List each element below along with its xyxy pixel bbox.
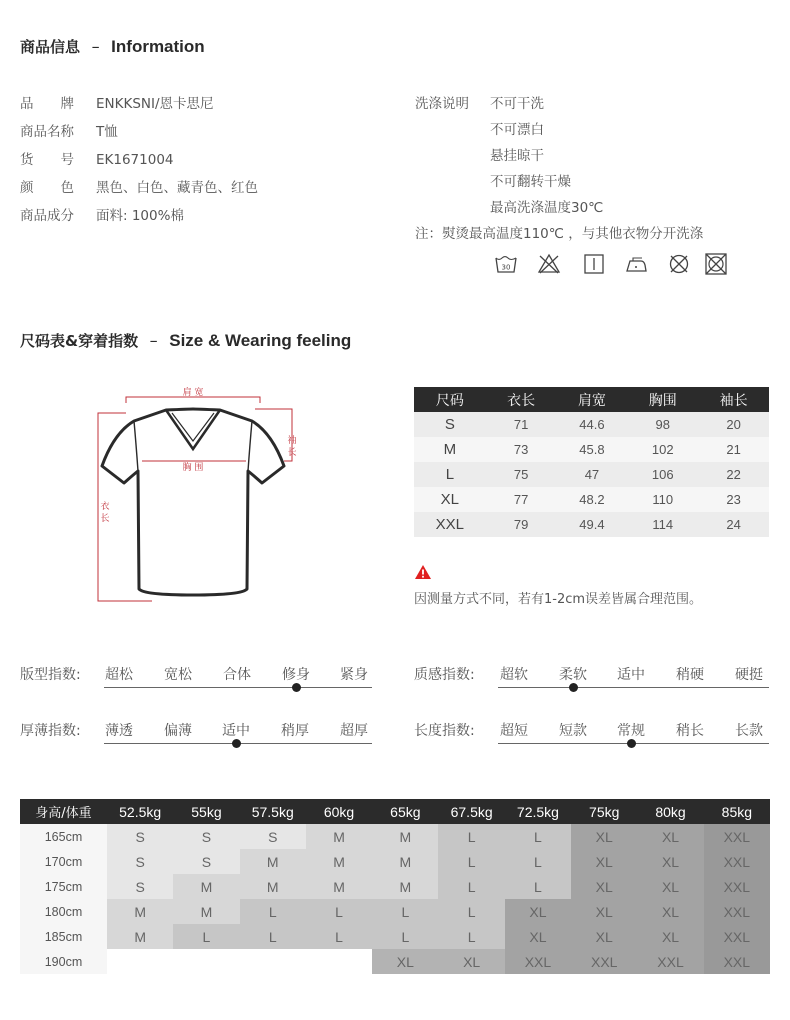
wash-temp-label: 30 <box>501 263 511 272</box>
index-option: 适中 <box>617 667 645 683</box>
wash-30-icon <box>494 252 518 276</box>
size-cell: 49.4 <box>557 512 628 537</box>
index-option: 偏薄 <box>164 723 192 739</box>
diagram-length-label-a: 衣 <box>100 502 110 512</box>
product-brand-row <box>20 92 214 112</box>
size-rec-cell: L <box>505 824 571 849</box>
size-rec-cell: XXL <box>704 899 770 924</box>
size-cell: 77 <box>486 487 557 512</box>
length-index-title: 长度指数: <box>414 723 475 739</box>
size-rec-cell: L <box>505 849 571 874</box>
size-cell: 24 <box>698 512 769 537</box>
index-track <box>498 687 769 688</box>
size-table <box>414 387 769 537</box>
diagram-length-label-b: 长 <box>100 514 110 524</box>
index-option: 稍硬 <box>676 667 704 683</box>
size-rec-cell: L <box>372 899 438 924</box>
wash-item: 不可干洗 <box>490 96 544 112</box>
size-rec-cell: L <box>372 924 438 949</box>
size-col-header: 肩宽 <box>557 387 628 412</box>
hang-dry-icon <box>582 252 606 276</box>
size-cell: 20 <box>698 412 769 437</box>
size-rec-cell: L <box>505 874 571 899</box>
size-cell: XL <box>414 487 486 512</box>
size-cell: 22 <box>698 462 769 487</box>
size-rec-cell: L <box>240 899 306 924</box>
height-label: 175cm <box>20 874 107 899</box>
size-rec-cell: XL <box>372 949 438 974</box>
warning-icon <box>414 564 432 580</box>
weight-header: 60kg <box>306 799 372 824</box>
info-section-title <box>20 36 205 57</box>
size-table-row <box>414 462 769 487</box>
size-cell: 21 <box>698 437 769 462</box>
index-option: 硬挺 <box>735 667 763 683</box>
tshirt-size-diagram <box>92 383 312 611</box>
index-marker <box>569 683 578 692</box>
height-row <box>20 949 770 974</box>
product-name-row <box>20 120 118 140</box>
index-marker <box>292 683 301 692</box>
index-option: 薄透 <box>105 723 133 739</box>
size-cell: 23 <box>698 487 769 512</box>
height-row <box>20 874 770 899</box>
size-table-row <box>414 512 769 537</box>
size-rec-cell: M <box>306 824 372 849</box>
size-rec-cell: S <box>240 824 306 849</box>
size-col-header: 袖长 <box>698 387 769 412</box>
height-label: 180cm <box>20 899 107 924</box>
size-rec-cell <box>107 949 173 974</box>
size-rec-cell: XL <box>571 899 637 924</box>
info-title-zh: 商品信息 <box>20 38 81 56</box>
size-rec-cell: XL <box>637 899 703 924</box>
size-section-title <box>20 330 351 351</box>
weight-header: 80kg <box>637 799 703 824</box>
weight-header: 72.5kg <box>505 799 571 824</box>
size-rec-cell: XXL <box>571 949 637 974</box>
index-option: 合体 <box>223 667 251 683</box>
size-rec-cell: M <box>372 874 438 899</box>
iron-icon <box>624 252 648 276</box>
index-option: 超短 <box>500 723 528 739</box>
thickness-index-title: 厚薄指数: <box>20 723 81 739</box>
thickness-index <box>20 720 372 760</box>
size-col-header: 衣长 <box>486 387 557 412</box>
diagram-sleeve-label-a: 袖 <box>287 436 297 446</box>
size-cell: 73 <box>486 437 557 462</box>
product-label: 商品成分 <box>20 208 74 224</box>
index-option: 长款 <box>735 723 763 739</box>
diagram-shoulder-label: 肩 宽 <box>182 388 204 398</box>
size-cell: 75 <box>486 462 557 487</box>
size-rec-cell: M <box>173 899 239 924</box>
size-rec-cell: S <box>173 849 239 874</box>
size-rec-cell: M <box>240 874 306 899</box>
index-marker <box>627 739 636 748</box>
size-rec-cell: XL <box>505 924 571 949</box>
product-value: T恤 <box>96 124 118 140</box>
height-row <box>20 849 770 874</box>
size-rec-cell: XL <box>637 824 703 849</box>
size-rec-cell: M <box>306 874 372 899</box>
weight-table-corner: 身高/体重 <box>20 799 107 824</box>
wash-label: 洗涤说明 <box>415 96 469 112</box>
product-sku-row <box>20 148 174 168</box>
product-label: 货 号 <box>20 152 74 168</box>
size-rec-cell: L <box>438 899 504 924</box>
size-rec-cell: XXL <box>704 949 770 974</box>
size-cell: 110 <box>627 487 698 512</box>
index-option: 常规 <box>617 723 645 739</box>
size-cell: L <box>414 462 486 487</box>
index-option: 宽松 <box>164 667 192 683</box>
index-option: 超松 <box>105 667 133 683</box>
info-title-sep: – <box>91 37 100 56</box>
size-rec-cell: L <box>438 924 504 949</box>
size-table-header <box>414 387 769 412</box>
product-color-row <box>20 176 258 196</box>
height-label: 190cm <box>20 949 107 974</box>
height-row <box>20 924 770 949</box>
size-cell: 47 <box>557 462 628 487</box>
size-cell: S <box>414 412 486 437</box>
size-cell: 114 <box>627 512 698 537</box>
index-option: 柔软 <box>559 667 587 683</box>
height-label: 170cm <box>20 849 107 874</box>
product-value: ENKKSNI/恩卡思尼 <box>96 96 214 112</box>
size-rec-cell: XXL <box>637 949 703 974</box>
index-option: 适中 <box>222 723 250 739</box>
size-rec-cell: L <box>306 899 372 924</box>
size-title-sep: – <box>149 331 158 350</box>
size-cell: 79 <box>486 512 557 537</box>
size-rec-cell: L <box>438 824 504 849</box>
index-option: 稍厚 <box>281 723 309 739</box>
index-option: 短款 <box>559 723 587 739</box>
wash-item: 悬挂晾干 <box>490 148 544 164</box>
length-index <box>414 720 770 760</box>
size-rec-cell: XL <box>571 874 637 899</box>
size-table-row <box>414 487 769 512</box>
size-rec-cell <box>240 949 306 974</box>
index-option: 超软 <box>500 667 528 683</box>
index-option: 紧身 <box>340 667 368 683</box>
no-dry-clean-icon <box>667 252 691 276</box>
height-row <box>20 899 770 924</box>
size-table-row <box>414 437 769 462</box>
size-rec-cell: S <box>173 824 239 849</box>
size-rec-cell: M <box>107 924 173 949</box>
size-cell: M <box>414 437 486 462</box>
size-rec-cell: S <box>107 824 173 849</box>
product-label: 颜 色 <box>20 180 74 196</box>
product-label: 品 牌 <box>20 96 74 112</box>
wash-item: 不可漂白 <box>490 122 544 138</box>
fit-index-title: 版型指数: <box>20 667 81 683</box>
product-value: 黑色、白色、藏青色、红色 <box>96 180 258 196</box>
product-label: 商品名称 <box>20 124 74 140</box>
diagram-sleeve-label-b: 长 <box>287 448 297 458</box>
size-rec-cell: M <box>240 849 306 874</box>
size-rec-cell: S <box>107 849 173 874</box>
size-rec-cell: XL <box>438 949 504 974</box>
size-rec-cell: L <box>173 924 239 949</box>
product-value: 面料: 100%棉 <box>96 208 184 224</box>
wash-item: 不可翻转干燥 <box>490 174 571 190</box>
size-rec-cell: L <box>240 924 306 949</box>
no-tumble-dry-icon <box>704 252 728 276</box>
size-rec-cell: M <box>306 849 372 874</box>
size-cell: 44.6 <box>557 412 628 437</box>
size-rec-cell: M <box>107 899 173 924</box>
size-rec-cell <box>173 949 239 974</box>
size-rec-cell: XL <box>637 849 703 874</box>
weight-header: 65kg <box>372 799 438 824</box>
wash-note: 注：熨烫最高温度110℃ ，与其他衣物分开洗涤 <box>415 226 704 242</box>
size-rec-cell: L <box>438 874 504 899</box>
index-track <box>104 687 372 688</box>
size-rec-cell: XL <box>637 924 703 949</box>
diagram-chest-label: 胸 围 <box>182 463 204 473</box>
size-cell: 98 <box>627 412 698 437</box>
weight-header-row <box>20 799 770 824</box>
index-option: 超厚 <box>340 723 368 739</box>
height-row <box>20 824 770 849</box>
size-rec-cell: S <box>107 874 173 899</box>
size-cell: 106 <box>627 462 698 487</box>
size-rec-cell: XL <box>637 874 703 899</box>
weight-header: 85kg <box>704 799 770 824</box>
size-col-header: 尺码 <box>414 387 486 412</box>
size-rec-cell: L <box>306 924 372 949</box>
info-title-en: Information <box>111 37 205 56</box>
wash-item: 最高洗涤温度30℃ <box>490 200 604 216</box>
size-title-zh: 尺码表&穿着指数 <box>20 332 139 350</box>
size-col-header: 胸围 <box>627 387 698 412</box>
size-rec-cell: XXL <box>704 924 770 949</box>
size-rec-cell: L <box>438 849 504 874</box>
product-value: EK1671004 <box>96 152 174 168</box>
size-rec-cell: XL <box>571 824 637 849</box>
texture-index-title: 质感指数: <box>414 667 475 683</box>
size-rec-cell: M <box>372 849 438 874</box>
height-weight-table <box>20 799 770 974</box>
size-rec-cell: XXL <box>505 949 571 974</box>
index-option: 修身 <box>282 667 310 683</box>
weight-header: 67.5kg <box>438 799 504 824</box>
size-cell: 102 <box>627 437 698 462</box>
size-rec-cell: M <box>173 874 239 899</box>
fit-index <box>20 664 372 704</box>
size-rec-cell: XL <box>571 924 637 949</box>
size-cell: XXL <box>414 512 486 537</box>
size-rec-cell: M <box>372 824 438 849</box>
measurement-note: 因测量方式不同，若有1-2cm误差皆属合理范围。 <box>414 592 703 607</box>
height-label: 165cm <box>20 824 107 849</box>
product-material-row <box>20 204 184 224</box>
index-option: 稍长 <box>676 723 704 739</box>
weight-header: 55kg <box>173 799 239 824</box>
size-cell: 48.2 <box>557 487 628 512</box>
texture-index <box>414 664 770 704</box>
size-rec-cell: XL <box>505 899 571 924</box>
no-bleach-icon <box>537 252 561 276</box>
size-cell: 71 <box>486 412 557 437</box>
size-rec-cell: XXL <box>704 849 770 874</box>
weight-header: 57.5kg <box>240 799 306 824</box>
height-label: 185cm <box>20 924 107 949</box>
size-table-row <box>414 412 769 437</box>
weight-header: 75kg <box>571 799 637 824</box>
size-cell: 45.8 <box>557 437 628 462</box>
size-rec-cell: XXL <box>704 824 770 849</box>
size-rec-cell: XL <box>571 849 637 874</box>
weight-header: 52.5kg <box>107 799 173 824</box>
size-rec-cell: XXL <box>704 874 770 899</box>
size-title-en: Size & Wearing feeling <box>169 331 352 350</box>
size-rec-cell <box>306 949 372 974</box>
index-marker <box>232 739 241 748</box>
